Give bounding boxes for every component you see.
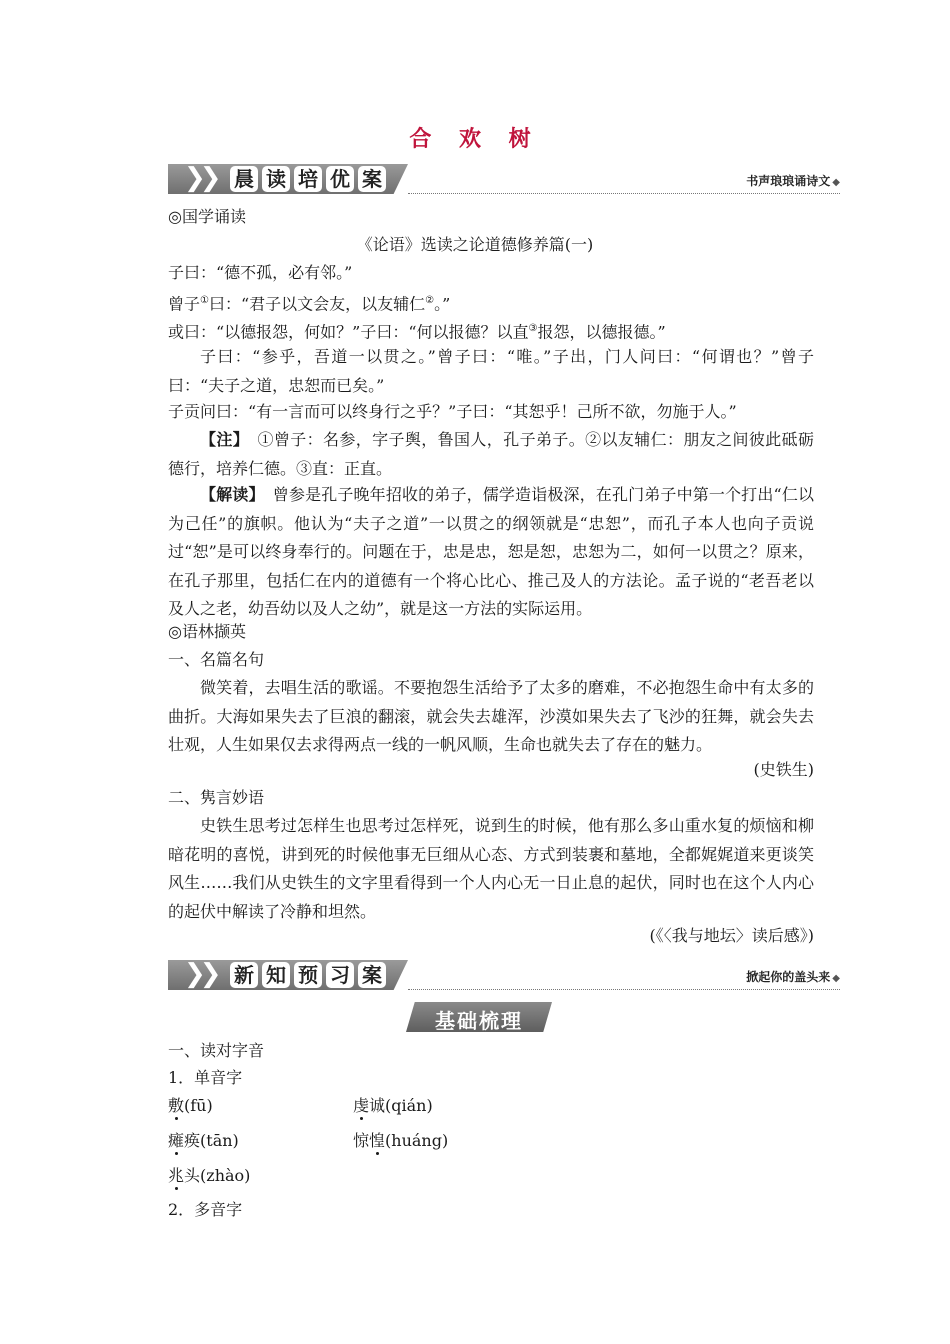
dotted-char: 敷 bbox=[168, 1096, 185, 1115]
subsection-banner-basics bbox=[406, 1002, 552, 1032]
word-pinyin: 痪(tān) bbox=[184, 1131, 239, 1150]
banner-dotted-line bbox=[408, 193, 840, 194]
sub-banner-title: 基础梳理 bbox=[435, 1009, 523, 1033]
chevron-arrows-icon: ❯❯ bbox=[184, 959, 216, 989]
banner-title bbox=[230, 962, 386, 988]
banner-char: 预 bbox=[294, 962, 322, 988]
subsection-aphorisms: 二、隽言妙语 bbox=[168, 788, 265, 807]
word-char: 惊 bbox=[353, 1131, 370, 1150]
word-item bbox=[353, 1127, 448, 1155]
page-title: 合 欢 树 bbox=[409, 126, 541, 152]
text-span: 报怨，以德报德。” bbox=[537, 322, 666, 342]
banner-tagline bbox=[746, 968, 840, 985]
analects-line-1: 子曰：“德不孤，必有邻。” bbox=[168, 263, 353, 282]
dotted-char: 惶 bbox=[369, 1131, 386, 1150]
word-item bbox=[353, 1092, 433, 1120]
interpretation-text: 曾参是孔子晚年招收的弟子，儒学造诣极深，在孔门弟子中第一个打出“仁以为己任”的旗帜。他认为“夫子之道”一以贯之的纲领就是“忠恕”，而孔子本人也向子贡说过“恕”是可以终身奉行的。问题在于，忠是忠，恕是恕，忠恕为二，如何一以贯之？原来，在孔子那里，包括仁在内的道德有一个将心比心、推己及人的方法论。孟子说的“老吾老以及人之老，幼吾幼以及人之幼”，就是这一方法的实际运用。 bbox=[168, 485, 814, 618]
dotted-char: 兆 bbox=[168, 1166, 185, 1185]
diamond-icon: ◆ bbox=[832, 973, 840, 984]
banner-char: 案 bbox=[358, 962, 386, 988]
subsection-famous-lines: 一、名篇名句 bbox=[168, 650, 265, 669]
word-pinyin: (huáng) bbox=[385, 1131, 449, 1150]
banner-tagline bbox=[746, 172, 840, 189]
banner-char: 优 bbox=[326, 166, 354, 192]
word-item bbox=[168, 1127, 239, 1155]
banner-char: 新 bbox=[230, 962, 258, 988]
heading-single-reading: 1．单音字 bbox=[168, 1068, 243, 1087]
banner-char: 知 bbox=[262, 962, 290, 988]
footnote-mark: ② bbox=[425, 295, 435, 306]
annotation-paragraph bbox=[168, 426, 814, 483]
analects-line-2 bbox=[168, 287, 450, 318]
analects-line-5: 子贡问曰：“有一言而可以终身行之乎？”子曰：“其恕乎！己所不欲，勿施于人。” bbox=[168, 402, 737, 421]
banner-char: 晨 bbox=[230, 166, 258, 192]
banner-tag-text: 掀起你的盖头来 bbox=[746, 970, 831, 984]
section-banner-preview bbox=[168, 958, 840, 992]
text-span: 。” bbox=[434, 294, 451, 314]
text-span: 曰：“君子以文会友，以友辅仁 bbox=[208, 294, 426, 314]
footnote-mark: ③ bbox=[528, 323, 538, 334]
annotation-text: ①曾子：名参，字子舆，鲁国人，孔子弟子。②以友辅仁：朋友之间彼此砥砺德行，培养仁德。③直：正直。 bbox=[168, 430, 814, 478]
banner-char: 读 bbox=[262, 166, 290, 192]
word-pinyin: (fū) bbox=[184, 1096, 213, 1115]
source-attribution-2: (《〈我与地坛〉读后感》) bbox=[649, 926, 814, 945]
analects-line-3 bbox=[168, 315, 666, 346]
heading-multi-reading: 2．多音字 bbox=[168, 1200, 243, 1219]
analects-line-4: 子曰：“参乎，吾道一以贯之。”曾子曰：“唯。”子出，门人问曰：“何谓也？”曾子曰：“夫子之道，忠恕而已矣。” bbox=[168, 347, 814, 395]
section-banner-morning-reading bbox=[168, 162, 840, 196]
famous-lines-paragraph: 微笑着，去唱生活的歌谣。不要抱怨生活给予了太多的磨难，不必抱怨生命中有太多的曲折。大海如果失去了巨浪的翻滚，就会失去雄浑，沙漠如果失去了飞沙的狂舞，就会失去壮观，人生如果仅去求得两点一线的一帆风顺，生命也就失去了存在的魅力。 bbox=[168, 678, 814, 754]
banner-char: 培 bbox=[294, 166, 322, 192]
source-attribution-1: (史铁生) bbox=[753, 760, 814, 779]
banner-char: 习 bbox=[326, 962, 354, 988]
dotted-char: 虔 bbox=[353, 1096, 370, 1115]
aphorisms-paragraph: 史铁生思考过怎样生也思考过怎样死，说到生的时候，他有那么多山重水复的烦恼和柳暗花明的喜悦，讲到死的时候他事无巨细从心态、方式到装裹和墓地，全都娓娓道来更谈笑风生……我们从史铁生的文字里看得到一个人内心无一日止息的起伏，同时也在这个人内心的起伏中解读了冷静和坦然。 bbox=[168, 816, 814, 921]
banner-char: 案 bbox=[358, 166, 386, 192]
diamond-icon: ◆ bbox=[832, 177, 840, 188]
text-span: 或曰：“以德报怨，何如？”子曰：“何以报德？以直 bbox=[168, 322, 529, 342]
interpretation-paragraph bbox=[168, 481, 814, 624]
dotted-char: 瘫 bbox=[168, 1131, 185, 1150]
heading-pronunciation: 一、读对字音 bbox=[168, 1041, 265, 1060]
banner-title bbox=[230, 166, 386, 192]
text-span: 曾子 bbox=[168, 294, 201, 314]
word-item bbox=[168, 1092, 213, 1120]
interpretation-label: 【解读】 bbox=[200, 485, 257, 504]
annotation-label: 【注】 bbox=[200, 430, 242, 449]
reading-subtitle: 《论语》选读之论道德修养篇(一) bbox=[356, 235, 594, 254]
word-item bbox=[168, 1162, 250, 1190]
word-pinyin: 头(zhào) bbox=[184, 1166, 251, 1185]
chevron-arrows-icon: ❯❯ bbox=[184, 163, 216, 193]
footnote-mark: ① bbox=[200, 295, 209, 306]
section-heading-guoxue: ◎国学诵读 bbox=[168, 207, 246, 226]
banner-dotted-line bbox=[408, 989, 840, 990]
section-heading-yulin: ◎语林撷英 bbox=[168, 622, 246, 641]
word-pinyin: 诚(qián) bbox=[369, 1096, 433, 1115]
banner-tag-text: 书声琅琅诵诗文 bbox=[746, 174, 831, 188]
